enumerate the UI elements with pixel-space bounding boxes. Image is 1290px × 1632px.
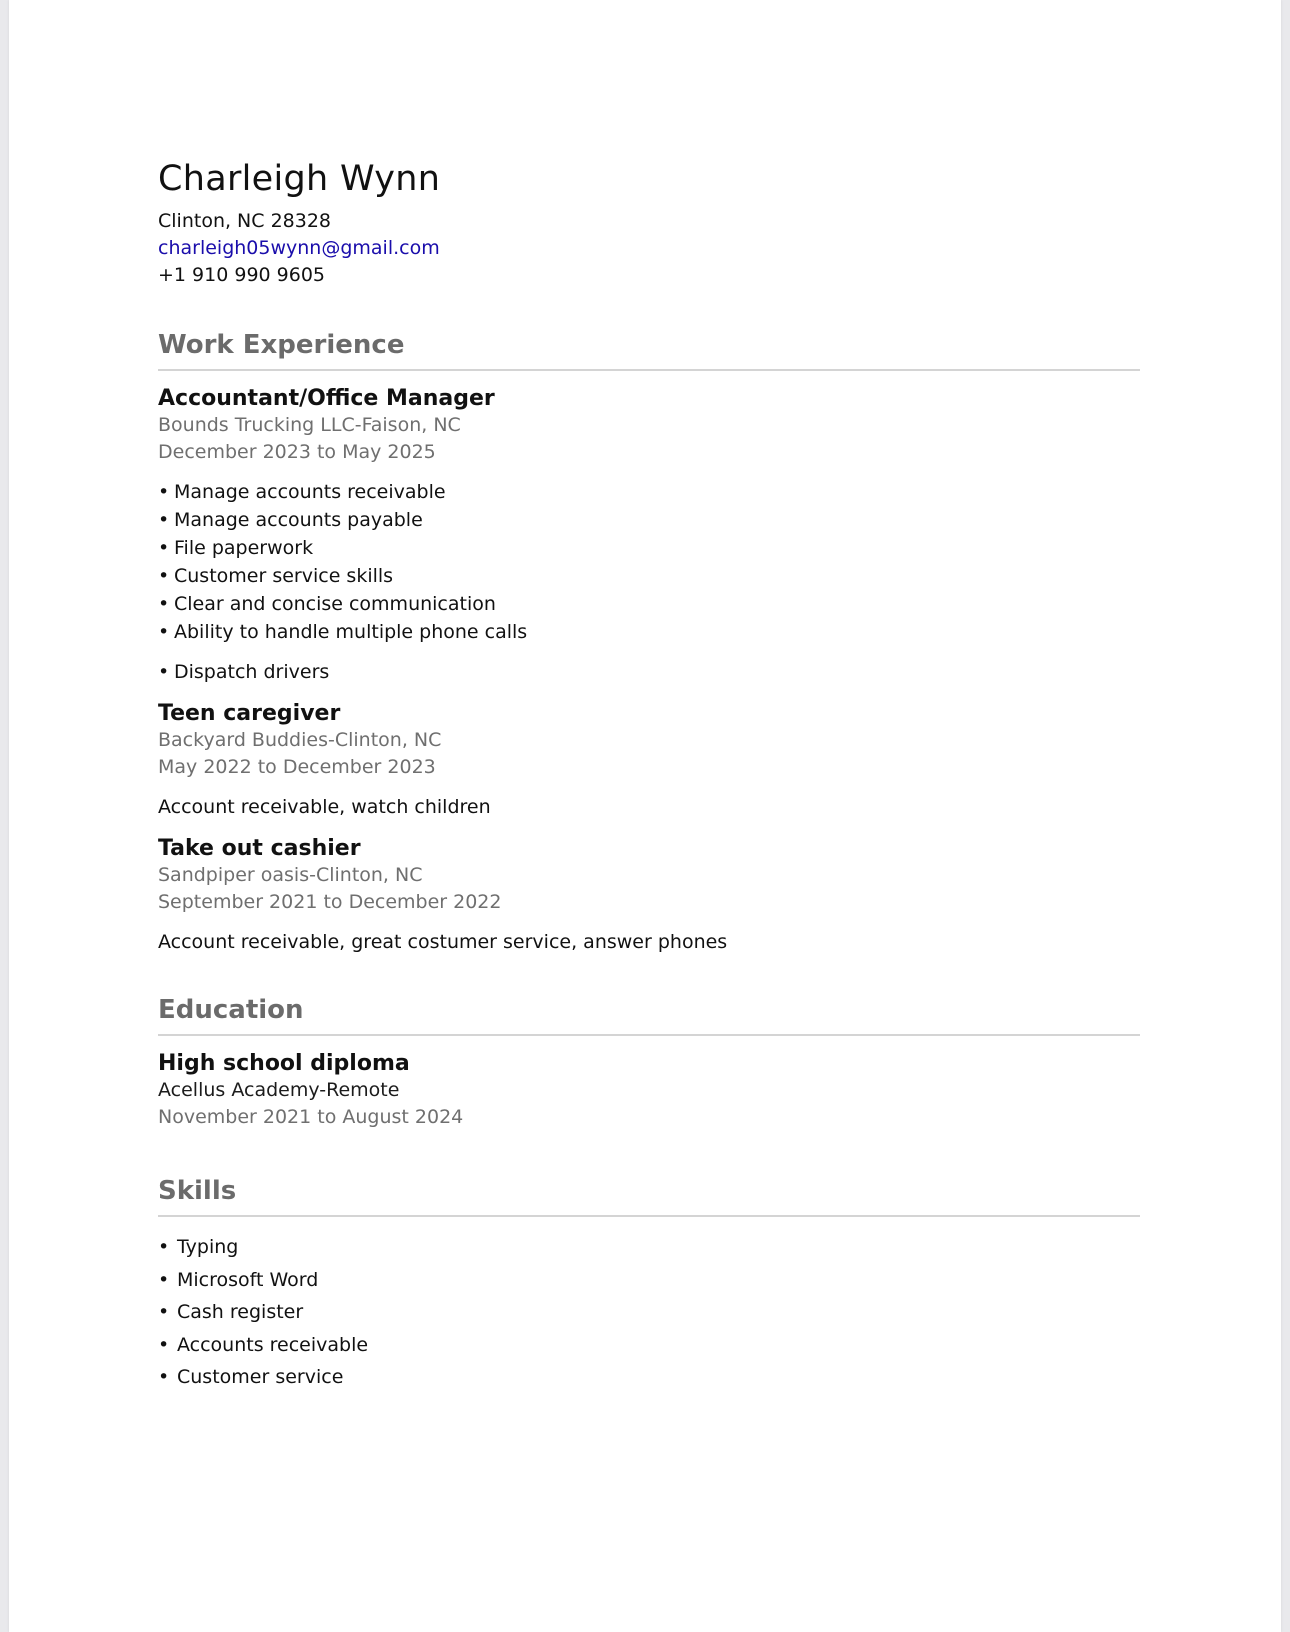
list-item: • Customer service — [158, 1361, 1140, 1394]
skills-heading: Skills — [158, 1175, 1140, 1217]
location-text: Clinton, NC 28328 — [158, 210, 332, 232]
work-experience-heading: Work Experience — [158, 329, 1140, 371]
list-item: • Accounts receivable — [158, 1329, 1140, 1362]
list-item: • Customer service skills — [158, 562, 1140, 590]
resume-page — [9, 0, 1281, 1632]
job-description: Account receivable, watch children — [158, 796, 491, 818]
list-item: • Manage accounts receivable — [158, 478, 1140, 506]
job-company: Backyard Buddies-Clinton, NC — [158, 729, 442, 751]
education-dates: November 2021 to August 2024 — [158, 1106, 464, 1128]
job-duties-list — [158, 478, 1140, 646]
list-item: • Typing — [158, 1231, 1140, 1264]
education-heading: Education — [158, 994, 1140, 1036]
job-entry — [158, 700, 1140, 821]
phone-text: +1 910 990 9605 — [158, 264, 326, 286]
list-item: • Clear and concise communication — [158, 590, 1140, 618]
school-name: Acellus Academy-Remote — [158, 1079, 400, 1101]
job-company: Bounds Trucking LLC-Faison, NC — [158, 414, 461, 436]
job-title: Accountant/Office Manager — [158, 386, 495, 411]
job-extra-duties-list — [158, 658, 1140, 686]
list-item: • Cash register — [158, 1296, 1140, 1329]
job-entry — [158, 835, 1140, 956]
contact-block — [158, 208, 1140, 289]
list-item: • Manage accounts payable — [158, 506, 1140, 534]
candidate-name: Charleigh Wynn — [158, 159, 441, 199]
job-dates: May 2022 to December 2023 — [158, 756, 436, 778]
list-item: • Ability to handle multiple phone calls — [158, 618, 1140, 646]
resume-content — [158, 158, 1140, 1394]
job-dates: September 2021 to December 2022 — [158, 891, 502, 913]
job-title: Take out cashier — [158, 836, 361, 861]
job-company: Sandpiper oasis-Clinton, NC — [158, 864, 423, 886]
list-item: • Microsoft Word — [158, 1264, 1140, 1297]
skills-list — [158, 1231, 1140, 1394]
job-description: Account receivable, great costumer service, answer phones — [158, 931, 728, 953]
email-link[interactable]: charleigh05wynn@gmail.com — [158, 237, 440, 259]
job-dates: December 2023 to May 2025 — [158, 441, 436, 463]
job-title: Teen caregiver — [158, 701, 341, 726]
degree-title: High school diploma — [158, 1051, 410, 1076]
list-item: • Dispatch drivers — [158, 658, 1140, 686]
job-entry — [158, 385, 1140, 686]
list-item: • File paperwork — [158, 534, 1140, 562]
education-entry — [158, 1050, 1140, 1131]
